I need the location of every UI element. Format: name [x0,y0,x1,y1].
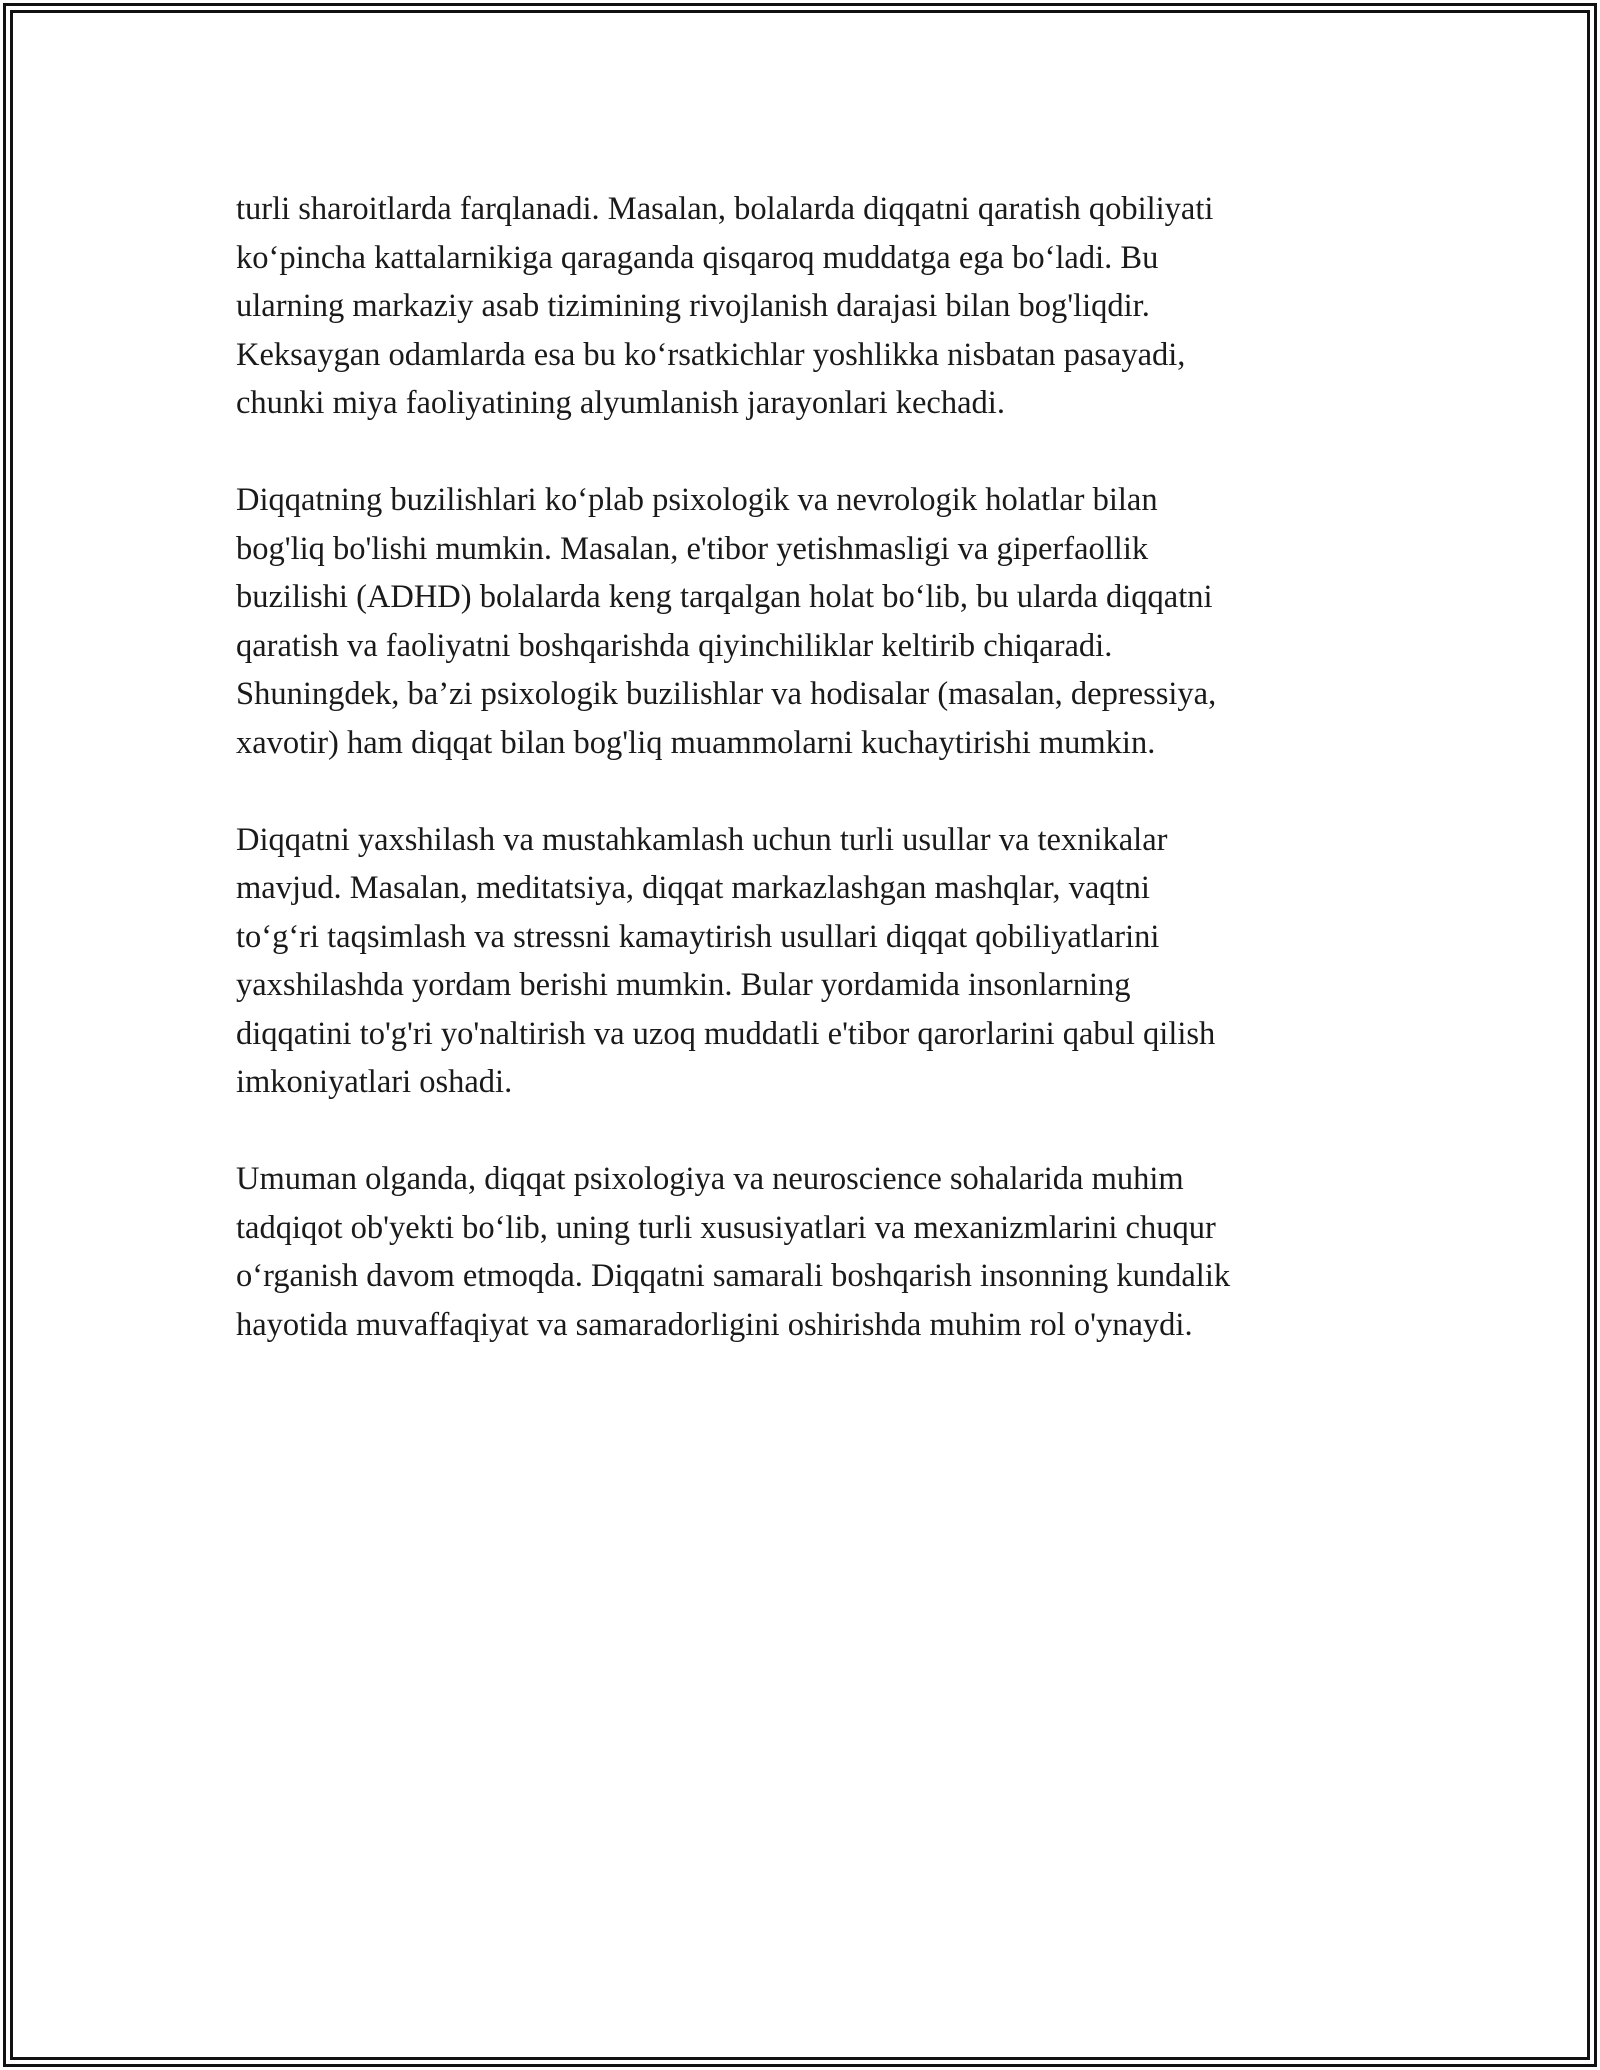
text-line: xavotir) ham diqqat bilan bog'liq muammolarni kuchaytirishi mumkin. [236,724,1156,761]
text-line: bog'liq bo'lishi mumkin. Masalan, e'tibor yetishmasligi va giperfaollik [236,530,1149,567]
document-body [236,185,1366,1398]
paragraph-1 [236,185,1366,428]
text-line: mavjud. Masalan, meditatsiya, diqqat markazlashgan mashqlar, vaqtni [236,870,1150,906]
text-line: hayotida muvaffaqiyat va samaradorligini oshirishda muhim rol o'ynaydi. [236,1306,1193,1343]
text-line: tadqiqot ob'yekti bo‘lib, uning turli xususiyatlari va mexanizmlarini chuqur [236,1209,1216,1246]
text-line: Keksaygan odamlarda esa bu ko‘rsatkichlar yoshlikka nisbatan pasayadi, [236,336,1186,373]
text-line: Umuman olganda, diqqat psixologiya va neuroscience sohalarida muhim [236,1161,1184,1197]
text-line: Diqqatning buzilishlari ko‘plab psixologik va nevrologik holatlar bilan [236,482,1158,518]
text-line: to‘g‘ri taqsimlash va stressni kamaytirish usullari diqqat qobiliyatlarini [236,918,1160,955]
paragraph-2 [236,476,1366,767]
text-line: ko‘pincha kattalarnikiga qaraganda qisqaroq muddatga ega bo‘ladi. Bu [236,239,1159,276]
text-line: o‘rganish davom etmoqda. Diqqatni samarali boshqarish insonning kundalik [236,1258,1231,1294]
text-line: qaratish va faoliyatni boshqarishda qiyinchiliklar keltirib chiqaradi. [236,627,1113,664]
text-line: imkoniyatlari oshadi. [236,1064,513,1100]
text-line: chunki miya faoliyatining alyumlanish jarayonlari kechadi. [236,385,1005,421]
text-line: yaxshilashda yordam berishi mumkin. Bular yordamida insonlarning [236,967,1131,1003]
text-line: buzilishi (ADHD) bolalarda keng tarqalgan holat bo‘lib, bu ularda diqqatni [236,579,1213,615]
text-line: diqqatini to'g'ri yo'naltirish va uzoq muddatli e'tibor qarorlarini qabul qilish [236,1015,1216,1052]
text-line: Diqqatni yaxshilash va mustahkamlash uchun turli usullar va texnikalar [236,821,1168,858]
text-line: ularning markaziy asab tizimining rivojlanish darajasi bilan bog'liqdir. [236,288,1150,324]
paragraph-3 [236,816,1366,1107]
text-line: Shuningdek, ba’zi psixologik buzilishlar va hodisalar (masalan, depressiya, [236,676,1217,712]
text-line: turli sharoitlarda farqlanadi. Masalan, bolalarda diqqatni qaratish qobiliyati [236,191,1214,227]
paragraph-4 [236,1155,1366,1349]
